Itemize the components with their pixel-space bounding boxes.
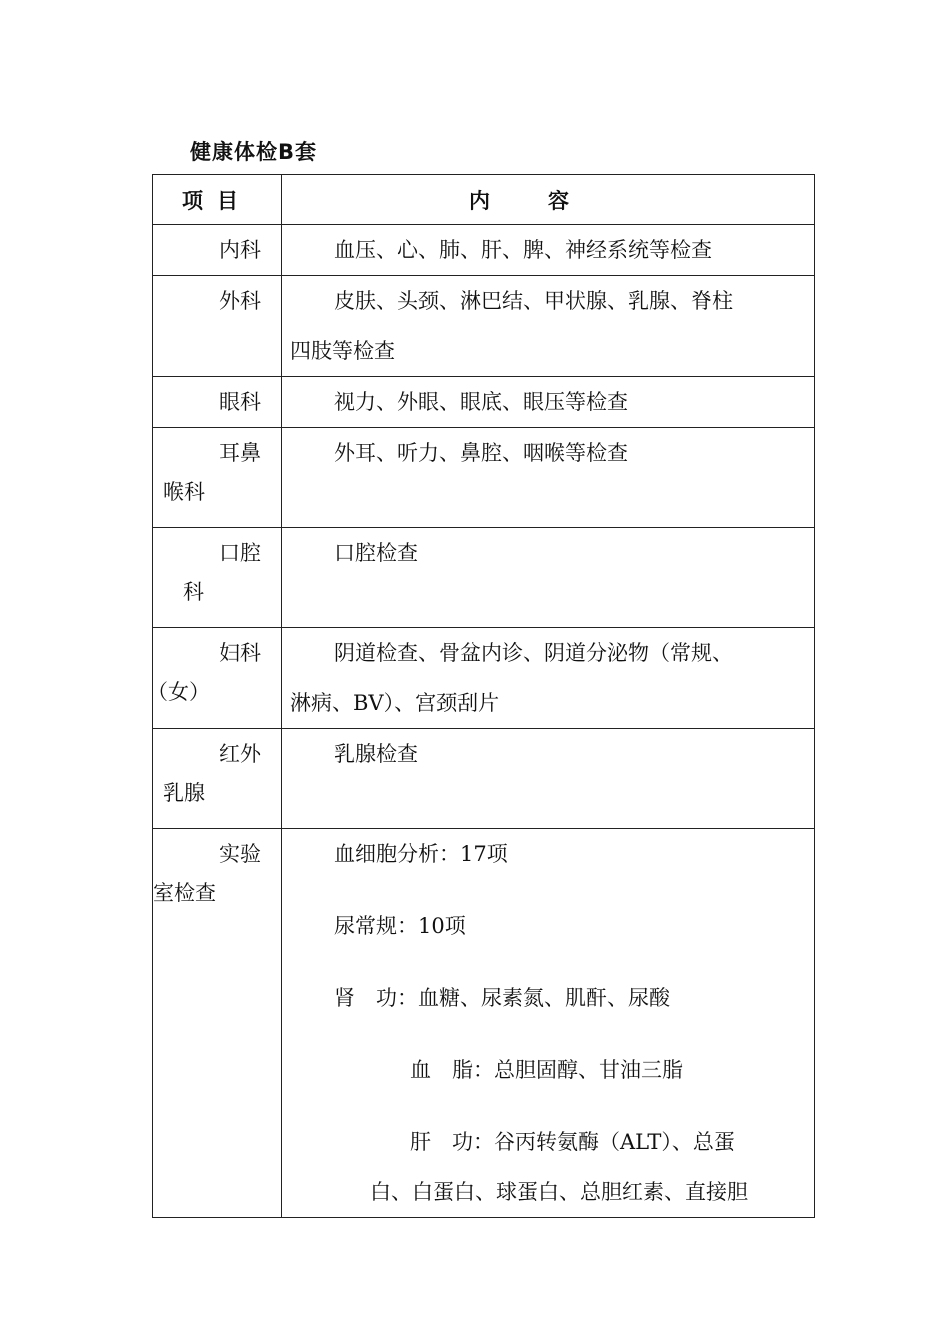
table-row (153, 829, 815, 1218)
item-cell: 眼科 (153, 377, 282, 428)
item-cell: 内科 (153, 225, 282, 276)
document-title: 健康体检B套 (190, 140, 318, 164)
item-cell: 红外 乳腺 (153, 729, 282, 829)
content-cell: 皮肤、头颈、淋巴结、甲状腺、乳腺、脊柱 四肢等检查 (282, 276, 815, 377)
content-cell: 视力、外眼、眼底、眼压等检查 (282, 377, 815, 428)
table-row (153, 628, 815, 729)
table-row (153, 225, 815, 276)
table-header-row (153, 175, 815, 225)
content-cell: 血压、心、肺、肝、脾、神经系统等检查 (282, 225, 815, 276)
table-row (153, 528, 815, 628)
table-row (153, 428, 815, 528)
table-row (153, 276, 815, 377)
item-cell: 实验 室检查 (153, 829, 282, 1218)
content-cell: 乳腺检查 (282, 729, 815, 829)
item-cell: 耳鼻 喉科 (153, 428, 282, 528)
content-cell: 阴道检查、骨盆内诊、阴道分泌物（常规、 淋病、BV）、宫颈刮片 (282, 628, 815, 729)
lab-content-cell: 血细胞分析：17项 尿常规：10项 肾 功：血糖、尿素氮、肌酐、尿酸 血 脂：总胆固醇、甘油三脂 肝 功：谷丙转氨酶（ALT）、总蛋 白、白蛋白、球蛋白、总胆红素、直接胆 (282, 829, 815, 1218)
exam-table (147, 174, 815, 1218)
header-content: 内容 (282, 175, 815, 225)
table-row (153, 377, 815, 428)
item-cell: 外科 (153, 276, 282, 377)
content-cell: 口腔检查 (282, 528, 815, 628)
table-row (153, 729, 815, 829)
content-cell: 外耳、听力、鼻腔、咽喉等检查 (282, 428, 815, 528)
item-cell: 妇科 （女） (153, 628, 282, 729)
header-item: 项目 (153, 175, 282, 225)
item-cell: 口腔 科 (153, 528, 282, 628)
